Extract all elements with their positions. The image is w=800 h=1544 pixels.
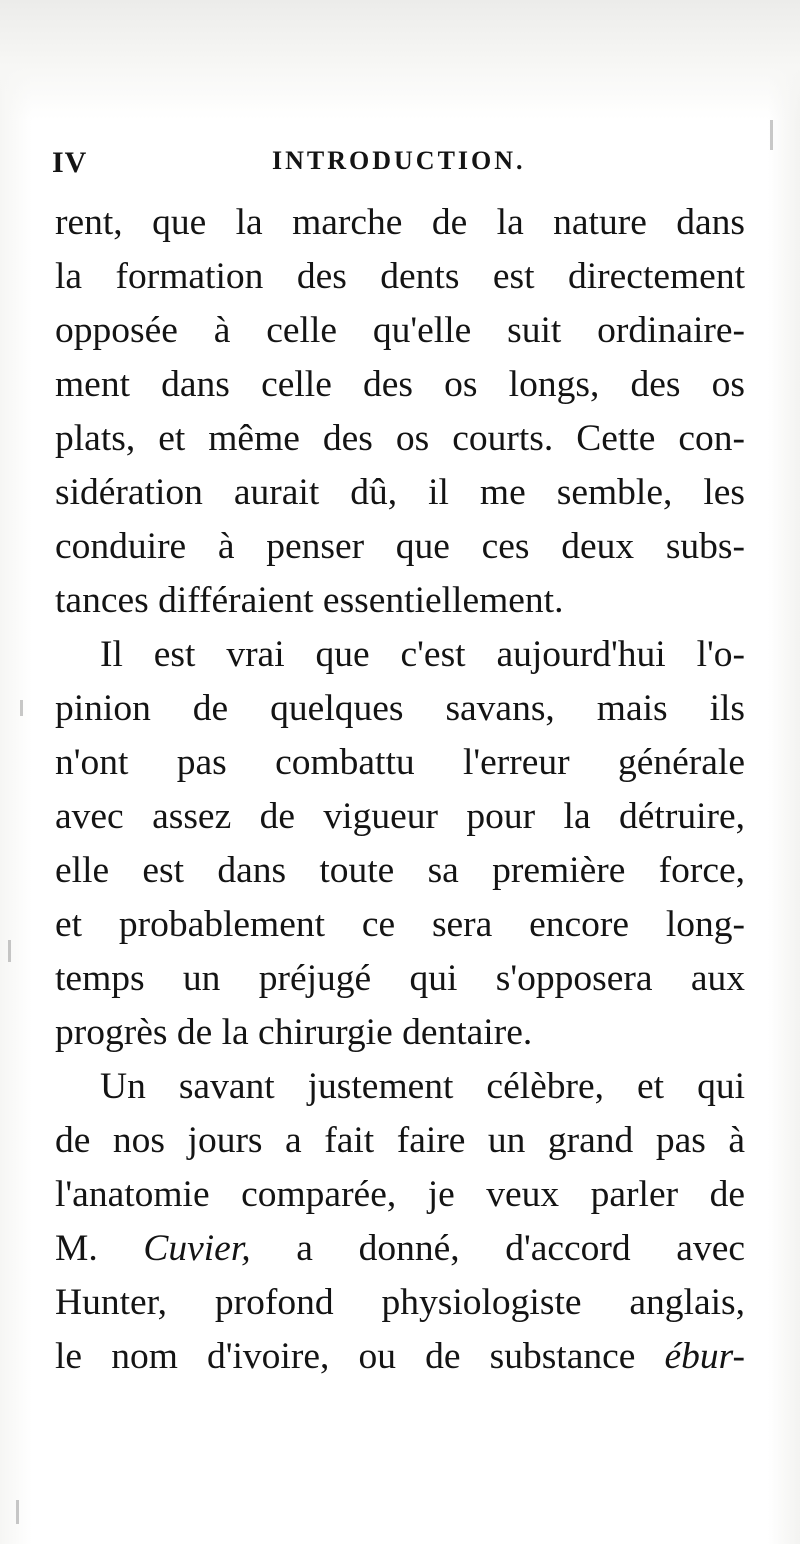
text-line-18: de nos jours a fait faire un grand pas à (55, 1120, 745, 1161)
text-line-3: opposée à celle qu'elle suit ordinaire- (55, 310, 745, 351)
text-line-10: pinion de quelques savans, mais ils (55, 688, 745, 729)
scan-speck (16, 1500, 19, 1524)
line-20-end: a donné, d'accord avec (250, 1228, 745, 1269)
text-line-9: Il est vrai que c'est aujourd'hui l'o- (100, 634, 745, 675)
running-head: INTRODUCTION. (272, 146, 526, 175)
line-22-italic: ébur- (664, 1336, 745, 1377)
page-number: IV (52, 146, 88, 179)
line-20-italic: Cuvier, (143, 1228, 251, 1269)
text-line-11: n'ont pas combattu l'erreur générale (55, 742, 745, 783)
line-20-start: M. (55, 1228, 144, 1269)
text-line-13: elle est dans toute sa première force, (55, 850, 745, 891)
line-22-start: le nom d'ivoire, ou de substance (55, 1336, 665, 1377)
text-line-15: temps un préjugé qui s'opposera aux (55, 958, 745, 999)
text-line-17: Un savant justement célèbre, et qui (100, 1066, 745, 1107)
text-line-7: conduire à penser que ces deux subs- (55, 526, 745, 567)
scan-shadow (0, 0, 800, 120)
text-line-21: Hunter, profond physiologiste anglais, (55, 1282, 745, 1323)
text-line-2: la formation des dents est directement (55, 256, 745, 297)
text-line-5: plats, et même des os courts. Cette con- (55, 418, 745, 459)
text-line-12: avec assez de vigueur pour la détruire, (55, 796, 745, 837)
text-line-19: l'anatomie comparée, je veux parler de (55, 1174, 745, 1215)
text-line-16: progrès de la chirurgie dentaire. (55, 1012, 533, 1053)
text-line-1: rent, que la marche de la nature dans (55, 202, 745, 243)
scan-speck (770, 120, 773, 150)
text-line-4: ment dans celle des os longs, des os (55, 364, 745, 405)
text-line-22 (55, 1330, 745, 1384)
text-line-8: tances différaient essentiellement. (55, 580, 564, 621)
scan-speck (8, 940, 11, 962)
text-line-20 (55, 1222, 745, 1276)
text-line-6: sidération aurait dû, il me semble, les (55, 472, 745, 513)
text-line-14: et probablement ce sera encore long- (55, 904, 745, 945)
scan-speck (20, 700, 23, 716)
